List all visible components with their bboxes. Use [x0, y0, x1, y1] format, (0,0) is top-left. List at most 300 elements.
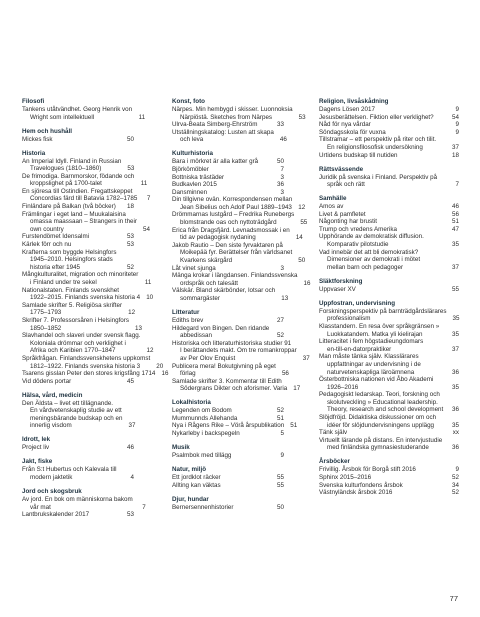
entry-page-number: 53: [127, 165, 135, 173]
entry-title: [319, 429, 449, 437]
entry-title: [319, 353, 449, 376]
index-entry: [319, 286, 459, 294]
entry-title-line: Västnyländsk årsbok 2016: [319, 489, 393, 497]
entry-title: [22, 271, 141, 286]
entry-page-number: 35: [452, 421, 459, 429]
index-section: [22, 128, 134, 144]
entry-title: [172, 378, 290, 393]
entry-title-line: Sphinx 2015–2016: [319, 474, 372, 482]
entry-title: [319, 376, 449, 391]
entry-title-line: Nåd för nya vårdar: [319, 121, 371, 129]
entry-title-line: Finländare på Balkan (två böcker): [22, 203, 116, 211]
entry-title: [22, 511, 124, 519]
entry-title-line: Någonting har brustit: [319, 218, 378, 226]
index-entry: [172, 241, 306, 265]
index-entry: [172, 121, 284, 129]
page-number: 77: [449, 594, 458, 603]
entry-title-line: Mångkulturalitet, migration och minoriteter: [22, 271, 139, 279]
section-heading: Djur, hundar: [172, 495, 209, 503]
index-entry: [319, 414, 459, 429]
entry-title-line: skolutveckling » Educational leadership.: [327, 398, 438, 406]
entry-title-line: Dimensioner av demokrati i mötet: [327, 256, 421, 264]
entry-page-number: 3: [280, 264, 284, 272]
entry-title-line: Erica från Dragsfjärd. Levnadsmossak i en: [172, 226, 290, 234]
index-section: [319, 166, 459, 189]
entry-page-number: 17: [293, 385, 301, 393]
index-entry: [22, 332, 154, 355]
entry-title: [22, 233, 124, 241]
index-entry: [22, 370, 169, 378]
section-heading: Hem och hushåll: [22, 127, 73, 135]
entry-title: [22, 211, 140, 234]
entry-title-line: Bottniska trästäder: [172, 173, 225, 181]
entry-title: [172, 317, 274, 325]
index-entry: [319, 121, 459, 129]
index-entry: [319, 114, 459, 122]
entry-title: [172, 166, 274, 174]
entry-page-number: 51: [290, 422, 298, 430]
entry-title: [22, 188, 140, 203]
index-entry: [172, 189, 284, 197]
section-heading: Årsböcker: [319, 458, 350, 466]
entry-title: [319, 106, 449, 114]
index-entry: [22, 187, 151, 203]
entry-title-line: Ediths brev: [172, 316, 204, 324]
entry-title: [172, 181, 274, 189]
entry-title-line: Samlade skrifter 3. Kommentar till Edith: [172, 377, 282, 385]
entry-title: [22, 158, 124, 173]
entry-page-number: 52: [452, 474, 459, 482]
entry-page-number: 12: [298, 203, 306, 211]
entry-title-line: Livet & pamfletet: [319, 210, 366, 218]
index-section: [172, 444, 284, 460]
entry-title-line: Drömmarnas lustgård – Fredrika Runebergs: [172, 211, 295, 219]
entry-page-number: 3: [280, 173, 284, 181]
entry-title-line: Österbottniska nationen vid Åbo Akademi: [319, 376, 434, 384]
index-entry: [319, 136, 459, 151]
entry-title: [22, 355, 153, 370]
entry-title: [22, 378, 124, 386]
entry-title: [172, 340, 300, 363]
entry-title-line: Budkavlen 2015: [172, 181, 217, 189]
entry-title-line: Krafterna som byggde Helsingfors: [22, 248, 117, 256]
entry-title: [319, 474, 449, 482]
entry-title-line: Ulrva-Beata Simberg-Ehrström: [172, 121, 258, 129]
entry-title-line: Historiska och litteraturhistoriska studier 91: [172, 339, 292, 347]
index-entry: [22, 378, 134, 386]
entry-title-line: Södergrans Dikter och aforismer. Varia: [180, 385, 288, 393]
entry-title-line: Låt vinet sjunga: [172, 264, 216, 272]
index-entry: [172, 407, 284, 415]
entry-title-line: Dansminnen: [172, 188, 208, 196]
entry-page-number: 7: [142, 503, 146, 511]
entry-page-number: xx: [452, 429, 459, 437]
entry-title-line: meningsbärande budskap och en: [30, 414, 123, 422]
entry-title-line: De frimodiga. Barnmorskor, födande och: [22, 172, 135, 180]
entry-title: [319, 489, 449, 497]
entry-title-line: Allting kan väktas: [172, 481, 221, 489]
entry-title-line: Söndagsskola för vuxna: [319, 128, 386, 136]
entry-title-line: Psalmbok med tillägg: [172, 452, 232, 460]
index-entry: [319, 129, 459, 137]
entry-title: [319, 338, 449, 353]
entry-title-line: naturvetenskapliga läroämnena: [327, 368, 415, 376]
entry-title-line: own country: [30, 225, 64, 233]
index-entry: [172, 415, 284, 423]
entry-title-line: Juridik på svenska i Finland. Perspektiv på: [319, 173, 438, 181]
index-entry: [319, 338, 459, 353]
entry-page-number: 50: [127, 135, 134, 143]
index-entry: [172, 325, 284, 340]
entry-title: [172, 287, 278, 302]
entry-title-line: Theory, research and school development: [327, 406, 444, 414]
entry-title: [22, 466, 124, 481]
entry-title-line: Tänk själv: [319, 429, 348, 437]
entry-title-line: Välskär. Bland skärbönder, lotsar och: [172, 287, 276, 295]
entry-page-number: 55: [300, 219, 308, 227]
index-section: [22, 98, 146, 121]
entry-page-number: 37: [452, 345, 459, 353]
entry-title-line: Skrifter 7. Professorsåren i Helsingfors: [22, 316, 129, 324]
entry-title: [22, 106, 135, 121]
entry-title: [22, 370, 158, 378]
index-section: [22, 458, 134, 481]
index-entry: [22, 136, 134, 144]
index-column-2: [172, 98, 311, 518]
entry-page-number: 56: [452, 210, 459, 218]
entry-title-line: Mickes fisk: [22, 135, 53, 143]
entry-title-line: modern jaktetik: [30, 474, 73, 482]
section-heading: Jakt, fiske: [22, 458, 53, 466]
entry-title-line: Uppvaser XV: [319, 285, 356, 293]
entry-title-line: Komparativ pilotstudie: [327, 241, 389, 249]
entry-title: [22, 332, 143, 355]
section-heading: Kulturhistoria: [172, 150, 213, 158]
entry-page-number: 55: [277, 481, 284, 489]
entry-page-number: 16: [303, 279, 311, 287]
entry-title-line: en-till-en-datorpraktiker: [327, 345, 392, 353]
entry-title-line: Klasstandern. En resa över språkgränsen »: [319, 322, 440, 330]
entry-page-number: 45: [127, 377, 134, 385]
entry-page-number: 9: [455, 466, 459, 474]
entry-title: [22, 496, 136, 511]
entry-page-number: 9: [455, 128, 459, 136]
entry-page-number: 11: [138, 113, 146, 121]
entry-title-line: Pedagogiskt ledarskap. Teori, forskning och: [319, 391, 440, 399]
entry-title-line: förlag: [180, 370, 196, 378]
index-entry: [172, 430, 284, 438]
index-entry: [319, 429, 459, 437]
entry-title: [22, 173, 137, 188]
entry-title-line: Tankens utåtvändhet. Georg Henrik von: [22, 105, 133, 113]
entry-page-number: 12: [146, 347, 154, 355]
entry-title: [319, 437, 449, 452]
entry-title-line: 1775–1793: [30, 309, 62, 317]
entry-title-line: Svenska kulturfondens årsbok: [319, 481, 403, 489]
index-entry: [319, 323, 459, 338]
entry-title-line: Bara i mörkret är alla katter grå: [172, 158, 259, 166]
index-entry: [172, 287, 289, 303]
entry-title-line: Luokkatandem. Matka yli kielirajan: [327, 330, 423, 338]
index-entry: [22, 316, 142, 332]
section-heading: Historia: [22, 149, 46, 157]
entry-title: [319, 308, 450, 323]
entry-title-line: vår mat: [30, 503, 51, 511]
entry-title-line: Man måste tänka själv. Klasslärares: [319, 353, 419, 361]
index-section: [319, 300, 459, 452]
entry-page-number: 55: [452, 285, 459, 293]
index-entry: [319, 203, 459, 211]
entry-title: [22, 400, 125, 430]
entry-page-number: 47: [452, 225, 459, 233]
entry-page-number: 18: [452, 151, 459, 159]
entry-page-number: 53: [127, 241, 134, 249]
entry-title-line: Kärlek förr och nu: [22, 241, 72, 249]
entry-title-line: Jesusberättelsen. Fiktion eller verklighet?: [319, 113, 434, 121]
entry-title: [172, 196, 295, 211]
entry-title-line: tid av pedagogisk nydaning: [180, 234, 256, 242]
entry-title-line: uppfattningar av undervisning i de: [327, 360, 421, 368]
entry-title: [319, 203, 449, 211]
entry-title: [172, 174, 274, 182]
entry-title-line: Frivillig. Årsbok för Borgå stift 2016: [319, 466, 416, 474]
entry-title-line: Nykarleby i backspegeln: [172, 430, 240, 438]
entry-title: [172, 129, 277, 144]
entry-title: [172, 265, 274, 273]
section-heading: Hälsa, vård, medicin: [22, 391, 83, 399]
entry-page-number: 53: [127, 511, 134, 519]
entry-title-line: språk och rätt: [327, 181, 365, 189]
entry-title-line: 1926–2016: [327, 383, 359, 391]
entry-title-line: blomstrande oas och nyttoträdgård: [180, 219, 277, 227]
entry-page-number: 13: [135, 324, 142, 332]
entry-title-line: Urtidens budskap till nutiden: [319, 151, 398, 159]
entry-title: [319, 129, 449, 137]
entry-title-line: Språkfrågan. Finlandssvenskhetens uppkomst: [22, 354, 151, 362]
entry-page-number: 7: [146, 195, 151, 203]
entry-page-number: 37: [302, 354, 310, 362]
entry-title-line: Kvarkens skärgård: [180, 257, 233, 265]
entry-page-number: 50: [298, 257, 306, 265]
index-entry: [22, 511, 134, 519]
section-heading: Natur, miljö: [172, 466, 207, 474]
index-section: [172, 466, 284, 489]
index-section: [319, 98, 459, 159]
entry-title-line: sommargäster: [180, 295, 220, 303]
entry-title-line: och leva: [180, 136, 204, 144]
entry-title-line: I berättandets makt. Om tre romankroppar: [180, 347, 297, 355]
entry-page-number: 34: [452, 481, 459, 489]
index-column-1: [22, 98, 169, 525]
index-section: [172, 496, 284, 512]
index-entry: [22, 495, 146, 511]
index-section: [172, 98, 306, 144]
entry-title-line: Mummunnds Allehanda: [172, 414, 238, 422]
entry-title-line: med finländska gymnasiestuderande: [327, 444, 429, 452]
entry-page-number: 36: [452, 444, 459, 452]
entry-title: [319, 218, 449, 226]
index-entry: [22, 444, 134, 452]
entry-title: [172, 158, 274, 166]
index-section: [319, 195, 459, 271]
entry-title-line: An Imperial Idyll. Finland in Russian: [22, 157, 122, 165]
entry-title: [172, 504, 274, 512]
index-entry: [22, 249, 134, 272]
index-entry: [22, 158, 134, 173]
index-entry: [172, 158, 284, 166]
index-entry: [172, 272, 311, 287]
section-heading: Lokalhistoria: [172, 399, 211, 407]
entry-page-number: 36: [277, 181, 284, 189]
entry-title: [22, 287, 143, 302]
entry-title: [319, 114, 449, 122]
section-heading: Jord och skogsbruk: [22, 488, 82, 495]
index-section: [319, 278, 459, 294]
index-entry: [319, 233, 459, 248]
entry-title-line: Wright som intellektuell: [30, 113, 95, 121]
entry-page-number: 36: [452, 368, 459, 376]
entry-page-number: 52: [452, 489, 459, 497]
index-entry: [172, 422, 298, 430]
index-entry: [319, 218, 459, 226]
entry-page-number: 7: [280, 165, 284, 173]
entry-title-line: kroppslighet på 1700-talet: [30, 180, 102, 188]
section-heading: Konst, foto: [172, 98, 205, 105]
entry-title-line: Nationalstaten. Finlands svenskhet: [22, 286, 119, 294]
entry-title-line: Närpiöstä. Sketches from Närpes: [180, 113, 273, 121]
entry-title: [22, 241, 124, 249]
index-entry: [172, 166, 284, 174]
entry-title-line: idéer för slöjdundervisningens upplägg: [327, 421, 435, 429]
entry-title-line: Upphörande av demokratisk diffusion.: [319, 233, 424, 241]
entry-page-number: 16: [161, 370, 169, 378]
index-section: [172, 399, 298, 438]
entry-title: [22, 249, 124, 272]
entry-title: [319, 249, 449, 272]
entry-title-line: Travelogues (1810–1860): [30, 165, 102, 173]
index-entry: [319, 437, 459, 452]
entry-title-line: 1850–1852: [30, 324, 62, 332]
entry-title-line: Främlingar i eget land – Muukalaisina: [22, 210, 126, 218]
entry-title-line: Virtuellt lärande på distans. En intervjustudie: [319, 436, 443, 444]
entry-title: [172, 452, 274, 460]
index-entry: [172, 452, 284, 460]
index-section: [319, 458, 459, 496]
entry-title: [22, 317, 132, 332]
entry-title-line: Vad innebär det att bli demokratisk?: [319, 248, 419, 256]
entry-title-line: En vårdvetenskaplig studie av ett: [30, 407, 122, 415]
index-section: [22, 149, 169, 386]
index-entry: [172, 482, 284, 490]
index-entry: [22, 203, 134, 211]
index-entry: [172, 226, 303, 242]
section-heading: Musik: [172, 444, 190, 452]
entry-page-number: 13: [281, 295, 289, 303]
entry-page-number: 52: [277, 332, 284, 340]
entry-page-number: 54: [143, 225, 150, 233]
index-entry: [319, 474, 459, 482]
entry-page-number: 52: [277, 407, 284, 415]
entry-page-number: 7: [455, 181, 459, 189]
entry-title-line: Jakob Rautio – Den siste fyrvaktaren på: [172, 241, 283, 249]
index-entry: [319, 174, 459, 189]
entry-title-line: Nya i Rågens Rike – Vörå årspublikation: [172, 422, 285, 430]
entry-title-line: Samlade skrifter 5. Religiösa skrifter: [22, 301, 123, 309]
entry-title: [172, 482, 274, 490]
entry-title-line: Slavhandel och slaveri under svensk flagg.: [22, 332, 141, 340]
entry-title-line: omassa maassaan – Strangers in their: [30, 218, 137, 226]
index-entry: [172, 339, 310, 363]
entry-page-number: 37: [128, 422, 136, 430]
entry-page-number: 5: [280, 430, 284, 438]
index-entry: [172, 211, 308, 227]
entry-title: [172, 430, 274, 438]
section-heading: Rättsvässende: [319, 165, 364, 173]
entry-title: [172, 227, 293, 242]
entry-page-number: 11: [140, 180, 148, 188]
index-entry: [22, 302, 134, 317]
entry-title-line: Slöjdfröjd. Didaktiska diskussioner om och: [319, 414, 437, 422]
entry-title-line: mellan barn och pedagoger: [327, 263, 404, 271]
entry-title-line: 1922–2015. Finlands svenska historia 4: [30, 294, 141, 302]
index-entry: [172, 377, 301, 393]
entry-title: [172, 325, 274, 340]
index-entry: [172, 196, 306, 211]
entry-page-number: 53: [127, 233, 134, 241]
entry-page-number: 3: [280, 188, 284, 196]
entry-page-number: 12: [128, 309, 136, 317]
entry-title-line: innerlig visdom: [30, 422, 72, 430]
index-entry: [319, 249, 459, 272]
index-entry: [172, 362, 289, 378]
entry-title-line: professionalism: [327, 315, 371, 323]
entry-page-number: 52: [127, 263, 134, 271]
section-heading: Uppfostran, undervisning: [319, 299, 396, 307]
entry-title-line: Project liv: [22, 444, 50, 452]
entry-title: [172, 422, 287, 430]
entry-title: [172, 474, 274, 482]
section-heading: Filosofi: [22, 98, 45, 105]
entry-title-line: Amos av: [319, 203, 344, 211]
index-entry: [22, 241, 134, 249]
index-entry: [22, 271, 152, 287]
entry-page-number: 56: [281, 370, 289, 378]
entry-title-line: Jean Sibelius och Adolf Paul 1889–1943: [180, 203, 292, 211]
entry-title-line: abbedissan: [180, 332, 212, 340]
entry-title: [172, 211, 297, 226]
entry-title-line: Vid dödens portar: [22, 377, 72, 385]
entry-title-line: historia efter 1945: [30, 263, 81, 271]
entry-title-line: Av jord. En bok om människorna bakom: [22, 495, 133, 503]
index-entry: [172, 474, 284, 482]
entry-title: [319, 136, 449, 151]
entry-title-line: Ett jordklot räcker: [172, 474, 221, 482]
entry-page-number: 46: [127, 444, 134, 452]
entry-page-number: 36: [452, 406, 459, 414]
entry-page-number: 51: [452, 218, 459, 226]
entry-page-number: 9: [280, 452, 284, 460]
entry-title: [319, 391, 449, 414]
entry-title-line: Närpes. Min hembygd i skisser. Luonnoksia: [172, 105, 293, 113]
entry-title: [319, 211, 449, 219]
entry-page-number: 35: [452, 315, 460, 323]
entry-title-line: Litteracitet i fem högstadieungdomars: [319, 338, 424, 346]
entry-page-number: 55: [277, 474, 284, 482]
entry-page-number: 11: [144, 279, 152, 287]
entry-title-line: Hildegard von Bingen. Den ridande: [172, 324, 270, 332]
entry-title-line: Lantbrukskalender 2017: [22, 511, 90, 519]
entry-page-number: 18: [127, 203, 134, 211]
